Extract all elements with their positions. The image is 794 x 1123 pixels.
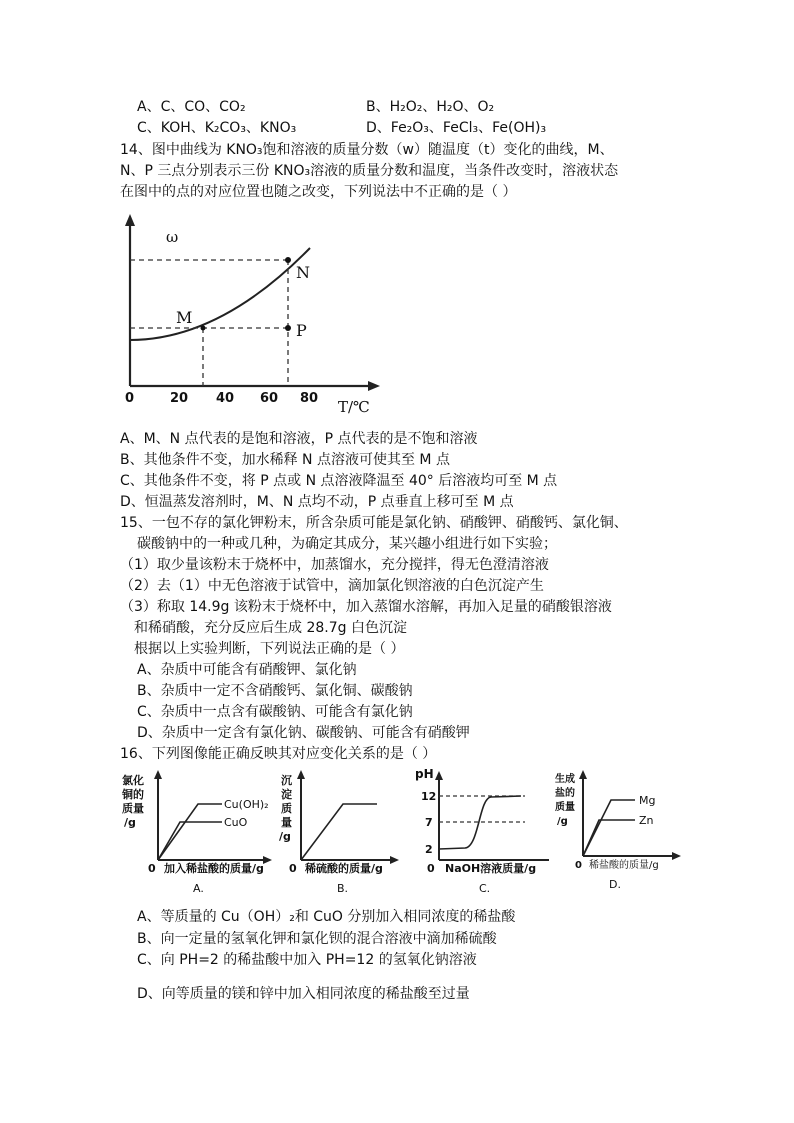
q16a-x-label: 加入稀盐酸的质量/g [164,862,264,875]
q16b-y-label-2: 淀 [281,788,292,801]
q16c-tick-12: 12 [421,790,437,803]
q14-option-d: D、恒温蒸发溶剂时，M、N 点均不动，P 点垂直上移可至 M 点 [120,494,514,510]
q16a-y-label-2: 铜的 [122,788,144,801]
q15-stem-line2: 碳酸钠中的一种或几种，为确定其成分，某兴趣小组进行如下实验； [137,536,557,552]
q16d-curve-mg: Mg [639,794,656,807]
q14-point-m: M [176,308,193,327]
q16d-curve-zn: Zn [639,814,654,827]
q15-option-d: D、杂质中一定含有氯化钠、碳酸钠、可能含有硝酸钾 [137,725,470,741]
q14-solubility-graph [110,210,400,420]
q14-option-c: C、其他条件不变，将 P 点或 N 点溶液降温至 40° 后溶液均可至 M 点 [120,473,558,489]
q16c-tick-7: 7 [425,816,433,829]
q14-tick-80: 80 [300,391,319,406]
q15-experiment-3-line2: 和稀硝酸，充分反应后生成 28.7g 白色沉淀 [134,620,407,636]
q13-option-d: D、Fe₂O₃、FeCl₃、Fe(OH)₃ [366,120,547,136]
q14-stem-line2: N、P 三点分别表示三份 KNO₃溶液的质量分数和温度，当条件改变时，溶液状态 [120,163,619,179]
q14-point-n: N [296,263,310,282]
q14-x-axis-label: T/℃ [338,398,370,416]
q14-option-a: A、M、N 点代表的是饱和溶液，P 点代表的是不饱和溶液 [120,431,478,447]
q15-question: 根据以上实验判断，下列说法正确的是（ ） [134,641,405,657]
q16-option-b: B、向一定量的氢氧化钾和氯化钡的混合溶液中滴加稀硫酸 [137,931,497,947]
q16a-y-label-4: /g [124,816,136,829]
q16-graph-d [553,768,683,898]
q14-point-p: P [296,321,307,340]
q13-option-a: A、C、CO、CO₂ [137,99,246,115]
q16d-caption: D. [609,878,621,891]
q16-option-a: A、等质量的 Cu（OH）₂和 CuO 分别加入相同浓度的稀盐酸 [137,909,516,925]
q16c-x-label: NaOH溶液质量/g [445,862,537,875]
q16c-tick-2: 2 [425,843,433,856]
q16d-y-label-1: 生成 [555,774,575,785]
q16d-x-label: 稀盐酸的质量/g [589,860,659,871]
q16b-caption: B. [337,882,349,895]
q16b-y-label-3: 质 [281,802,292,815]
q16b-origin: 0 [289,862,297,875]
q16a-caption: A. [193,882,204,895]
q13-option-c: C、KOH、K₂CO₃、KNO₃ [137,120,297,136]
q15-experiment-3-line1: （3）称取 14.9g 该粉末于烧杯中，加入蒸馏水溶解，再加入足量的硝酸银溶液 [120,599,612,615]
q16c-y-label: pH [415,768,434,781]
q16-option-c: C、向 PH=2 的稀盐酸中加入 PH=12 的氢氧化钠溶液 [137,952,477,968]
q16c-caption: C. [479,882,491,895]
q16a-y-label-3: 质量 [122,802,144,815]
q14-y-axis-label: ω [166,228,179,246]
q15-option-a: A、杂质中可能含有硝酸钾、氯化钠 [137,662,357,678]
q14-tick-40: 40 [216,391,235,406]
q16-option-d: D、向等质量的镁和锌中加入相同浓度的稀盐酸至过量 [137,986,470,1002]
q16a-origin: 0 [148,862,156,875]
q14-tick-60: 60 [260,391,279,406]
q16d-y-label-4: /g [557,816,568,827]
q16-graph-a [118,768,280,898]
q16d-y-label-2: 盐的 [555,788,575,799]
q16a-y-label-1: 氯化 [122,774,144,787]
q15-experiment-2: （2）去（1）中无色溶液于试管中，滴加氯化钡溶液的白色沉淀产生 [120,578,544,594]
q16b-y-label-5: /g [279,830,291,843]
q16-graph-c [405,768,555,898]
q14-stem-line3: 在图中的点的对应位置也随之改变，下列说法中不正确的是（ ） [120,184,517,200]
q16a-curve-cuo: CuO [224,816,248,829]
q16-graph-b [275,768,405,898]
q14-tick-0: 0 [125,391,135,406]
q16b-y-label-1: 沉 [281,774,292,787]
q15-option-c: C、杂质中一点含有碳酸钠、可能含有氯化钠 [137,704,413,720]
q14-stem-line1: 14、图中曲线为 KNO₃饱和溶液的质量分数（w）随温度（t）变化的曲线，M、 [120,142,614,158]
q16b-x-label: 稀硫酸的质量/g [305,862,383,875]
q16a-curve-cuoh2: Cu(OH)₂ [224,798,269,811]
q15-stem-line1: 15、一包不存的氯化钾粉末，所含杂质可能是氯化钠、硝酸钾、硝酸钙、氯化铜、 [120,515,628,531]
q16b-y-label-4: 量 [281,816,292,829]
q15-option-b: B、杂质中一定不含硝酸钙、氯化铜、碳酸钠 [137,683,413,699]
q16d-origin: 0 [575,860,582,871]
q16c-origin: 0 [427,862,435,875]
q16-stem: 16、下列图像能正确反映其对应变化关系的是（ ） [120,746,437,762]
q14-option-b: B、其他条件不变，加水稀释 N 点溶液可使其至 M 点 [120,452,450,468]
q15-experiment-1: （1）取少量该粉末于烧杯中，加蒸馏水，充分搅拌，得无色澄清溶液 [120,557,549,573]
q16d-y-label-3: 质量 [555,802,575,813]
q13-option-b: B、H₂O₂、H₂O、O₂ [366,99,495,115]
q14-tick-20: 20 [170,391,189,406]
